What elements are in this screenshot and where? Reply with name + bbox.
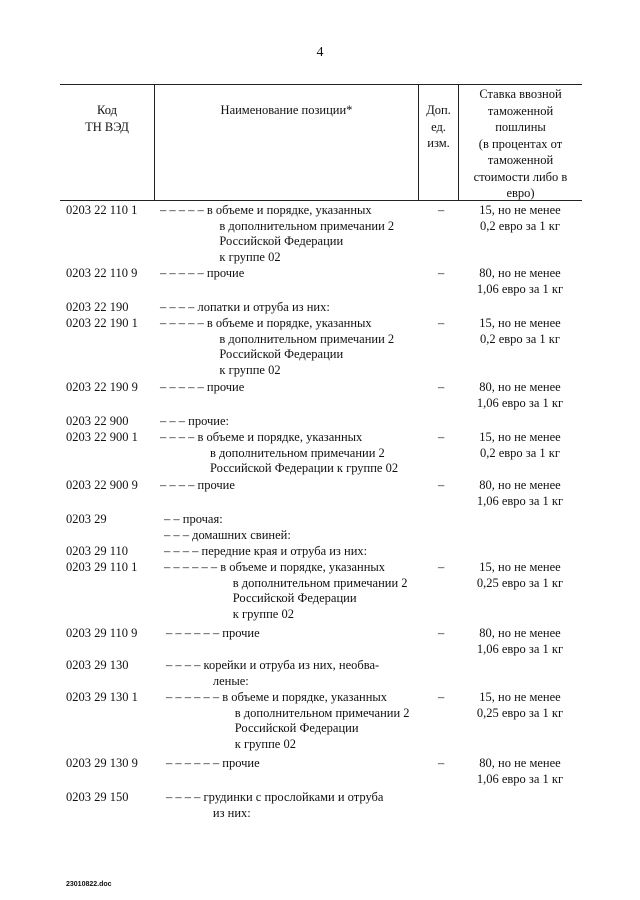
row-unit: – <box>438 756 445 770</box>
row-unit: – <box>438 690 445 704</box>
row-code: 0203 22 900 <box>66 414 129 428</box>
row-unit: – <box>438 316 445 330</box>
header-rate: Ставка ввозной таможенной пошлины (в процентах от таможенной стоимости либо в евро) <box>473 87 568 200</box>
row-code: 0203 22 110 1 <box>66 203 138 217</box>
row-code: 0203 29 110 <box>66 544 129 558</box>
row-desc: – – – – – – прочие <box>166 626 260 640</box>
row-code: 0203 29 150 <box>66 790 129 804</box>
row-code: 0203 29 130 1 <box>66 690 138 704</box>
row-desc: – – – – прочие <box>160 478 235 492</box>
row-code: 0203 22 110 9 <box>66 266 138 280</box>
row-unit: – <box>438 203 445 217</box>
row-unit: – <box>438 626 445 640</box>
row-unit: – <box>438 266 445 280</box>
row-rate: 80, но не менее 1,06 евро за 1 кг <box>476 478 564 508</box>
row-rate: 15, но не менее 0,2 евро за 1 кг <box>479 203 561 233</box>
row-rate: 15, но не менее 0,25 евро за 1 кг <box>476 560 564 590</box>
row-desc: – – – – – в объеме и порядке, указанных в дополнительном примечании 2 Российской Федерации к группе 02 <box>160 203 395 264</box>
header-name: Наименование позиции* <box>220 103 353 117</box>
row-code: 0203 22 190 1 <box>66 316 138 330</box>
row-rate: 15, но не менее 0,25 евро за 1 кг <box>476 690 564 720</box>
row-code: 0203 29 130 <box>66 658 129 672</box>
row-code: 0203 22 900 9 <box>66 478 138 492</box>
header-code: Код ТН ВЭД <box>85 103 129 134</box>
row-rate: 80, но не менее 1,06 евро за 1 кг <box>476 266 564 296</box>
row-desc: – – – – лопатки и отруба из них: <box>160 300 330 314</box>
row-unit: – <box>438 560 445 574</box>
row-desc: – – – – – прочие <box>160 266 245 280</box>
row-desc: – – – – в объеме и порядке, указанных в дополнительном примечании 2 Российской Федерации к группе 02 <box>160 430 399 475</box>
row-rate: 80, но не менее 1,06 евро за 1 кг <box>476 626 564 656</box>
row-code: 0203 22 190 9 <box>66 380 138 394</box>
row-unit: – <box>438 478 445 492</box>
row-code: 0203 22 900 1 <box>66 430 138 444</box>
row-code: 0203 22 190 <box>66 300 129 314</box>
row-desc: – – – домашних свиней: <box>164 528 291 542</box>
row-rate: 15, но не менее 0,2 евро за 1 кг <box>479 430 561 460</box>
row-code: 0203 29 130 9 <box>66 756 138 770</box>
table-top-rule <box>60 84 582 85</box>
row-rate: 15, но не менее 0,2 евро за 1 кг <box>479 316 561 346</box>
row-desc: – – – – грудинки с прослойками и отруба из них: <box>166 790 384 820</box>
row-rate: 80, но не менее 1,06 евро за 1 кг <box>476 380 564 410</box>
row-unit: – <box>438 380 445 394</box>
row-code: 0203 29 <box>66 512 107 526</box>
row-desc: – – – – – прочие <box>160 380 245 394</box>
row-unit: – <box>438 430 445 444</box>
row-desc: – – – – – в объеме и порядке, указанных в дополнительном примечании 2 Российской Федерации к группе 02 <box>160 316 395 377</box>
row-code: 0203 29 110 9 <box>66 626 138 640</box>
row-desc: – – – – – – в объеме и порядке, указанных в дополнительном примечании 2 Российской Федерации к группе 02 <box>166 690 410 751</box>
row-rate: 80, но не менее 1,06 евро за 1 кг <box>476 756 564 786</box>
row-desc: – – – – передние края и отруба из них: <box>164 544 368 558</box>
row-desc: – – – – – – в объеме и порядке, указанных в дополнительном примечании 2 Российской Федерации к группе 02 <box>164 560 408 621</box>
row-code: 0203 29 110 1 <box>66 560 138 574</box>
row-desc: – – – – – – прочие <box>166 756 260 770</box>
row-desc: – – – прочие: <box>160 414 229 428</box>
footer-filename: 23010822.doc <box>66 881 112 888</box>
row-desc: – – – – корейки и отруба из них, необва- леные: <box>166 658 380 688</box>
page-number: 4 <box>316 45 324 60</box>
header-unit: Доп. ед. изм. <box>426 103 451 150</box>
row-desc: – – прочая: <box>164 512 223 526</box>
